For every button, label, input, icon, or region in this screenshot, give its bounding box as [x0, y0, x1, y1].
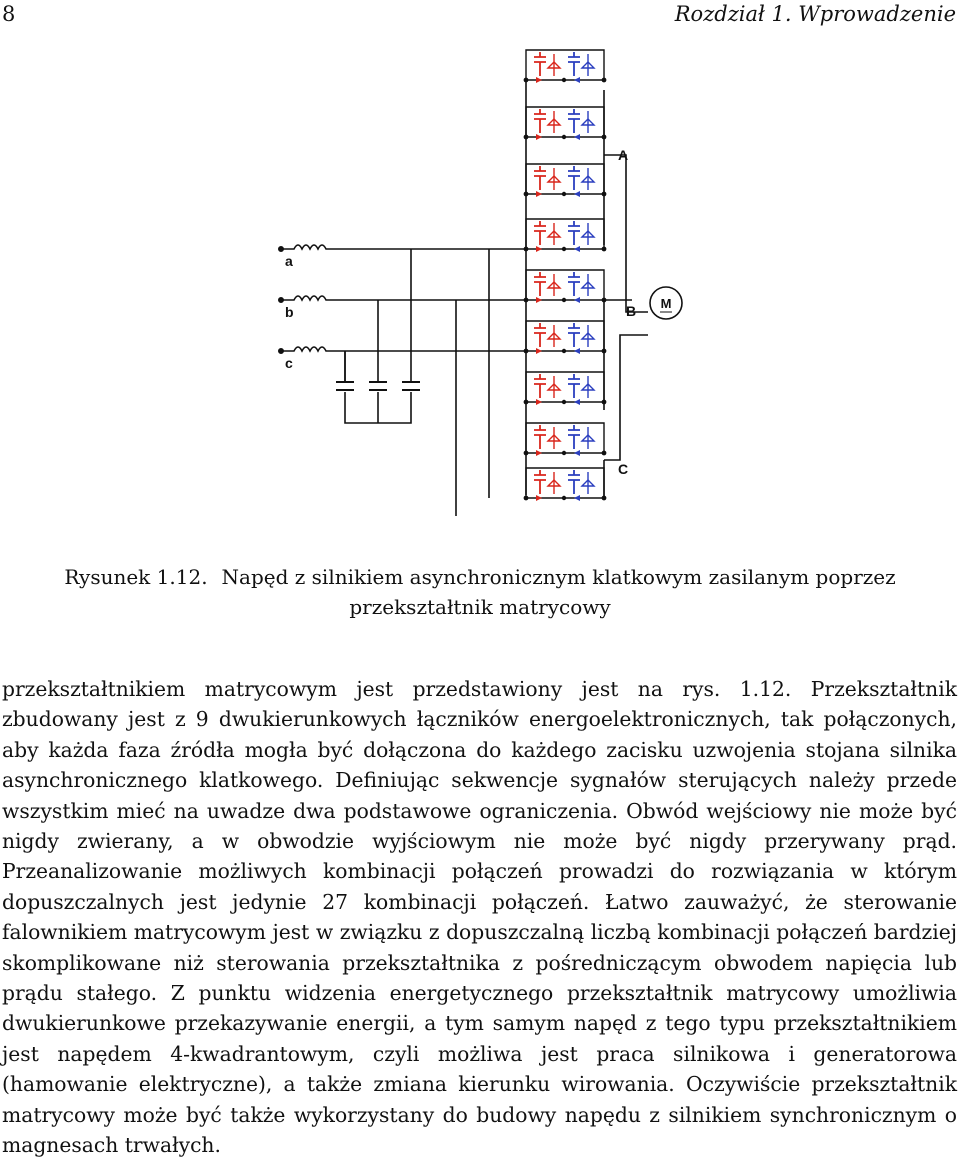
output-label-C: C [618, 461, 629, 477]
matrix-converter-figure [0, 40, 960, 560]
body-text [2, 674, 957, 1161]
caption-text: Napęd z silnikiem asynchronicznym klatkowym zasilanym poprzez przekształtnik matrycowy [221, 565, 896, 619]
output-label-B: B [626, 303, 637, 319]
figure-caption [0, 562, 960, 622]
filter-capacitors [336, 382, 420, 390]
running-title: Rozdział 1. Wprowadzenie [674, 2, 956, 26]
switch-cell [524, 423, 607, 456]
switch-cell [524, 107, 607, 140]
switch-cell [524, 372, 607, 405]
switch-cell [524, 50, 607, 83]
output-label-A: A [618, 147, 629, 163]
switch-cell [524, 321, 607, 354]
switch-cell [524, 468, 607, 501]
switch-cell [524, 219, 607, 252]
motor-symbol [650, 287, 682, 319]
body-paragraph: przekształtnikiem matrycowym jest przedstawiony jest na rys. 1.12. Przekształtnik zbudowany jest z 9 dwukierunkowych łączników energoelektronicznych, tak połączonych, aby każda faza źródła mogła być dołączona do każdego zacisku uzwojenia stojana silnika asynchronicznego klatkowego. Definiując sekwencje sygnałów sterujących należy przede wszystkim mieć na uwadze dwa podstawowe ograniczenia. Obwód wejściowy nie może być nigdy zwierany, a w obwodzie wyjściowym nie może być nigdy przerywany prąd. Przeanalizowanie możliwych kombinacji połączeń prowadzi do rozwiązania w którym dopuszczalnych jest jedynie 27 kombinacji połączeń. Łatwo zauważyć, że sterowanie falownikiem matrycowym jest w związku z dopuszczalną liczbą kombinacji połączeń bardziej skomplikowane niż sterowania przekształtnika z pośredniczącym obwodem napięcia lub prądu stałego. Z punktu widzenia energetycznego przekształtnik matrycowy umożliwia dwukierunkowe przekazywanie energii, a tym samym napęd z tego typu przekształtnikiem jest napędem 4-kwadrantowym, czyli możliwa jest praca silnikowa i generatorowa (hamowanie elektryczne), a także zmiana kierunku wirowania. Oczywiście przekształtnik matrycowy może być także wykorzystany do budowy napędu z silnikiem synchronicznym o magnesach trwałych. [2, 677, 957, 1158]
switch-cell [524, 164, 607, 197]
switch-cell [524, 270, 607, 303]
source-label-a: a [285, 253, 293, 269]
source-label-c: c [285, 355, 293, 371]
caption-label: Rysunek 1.12. [64, 565, 208, 589]
motor-label: M [660, 296, 672, 311]
matrix-converter-circuit-diagram [0, 40, 960, 560]
page-header [0, 0, 960, 32]
bidirectional-switches [524, 50, 607, 501]
circuit-wires [330, 82, 648, 516]
page-number: 8 [2, 2, 16, 26]
source-label-b: b [285, 304, 294, 320]
